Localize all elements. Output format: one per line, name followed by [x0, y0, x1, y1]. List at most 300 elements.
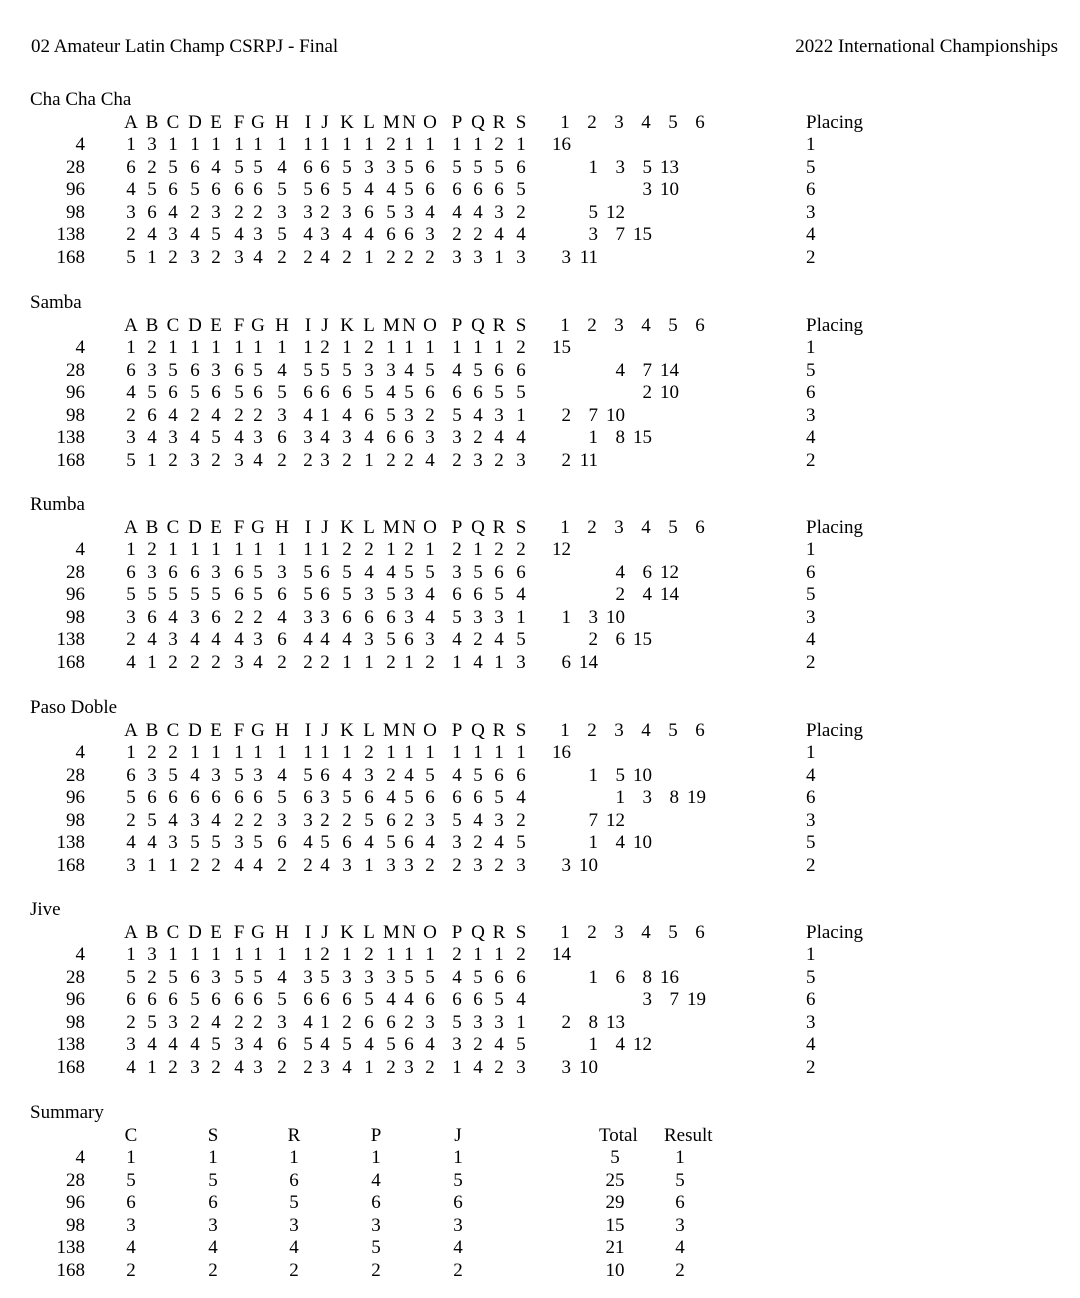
judge-mark: 6 — [516, 359, 526, 381]
judge-mark: 5 — [473, 561, 483, 583]
judge-mark: 1 — [147, 854, 157, 876]
majority-count: 15 — [633, 224, 652, 245]
judge-letter: A — [124, 922, 138, 943]
judge-mark: 4 — [452, 764, 462, 786]
judge-letter: F — [233, 922, 245, 943]
judge-mark: 5 — [364, 809, 374, 831]
judge-mark: 4 — [190, 427, 200, 448]
placing-header: Placing — [806, 315, 863, 336]
judge-mark: 1 — [425, 539, 435, 560]
judge-mark: 5 — [320, 966, 330, 988]
summary-place: 3 — [126, 1214, 136, 1236]
judge-mark: 4 — [386, 561, 396, 583]
judge-letter: N — [402, 922, 416, 943]
result-header: Result — [664, 1125, 713, 1146]
judge-mark: 2 — [473, 427, 483, 448]
judge-letter: I — [304, 112, 312, 133]
judge-mark: 6 — [190, 787, 200, 808]
judge-mark: 6 — [342, 382, 352, 403]
judge-mark: 1 — [190, 134, 200, 155]
competition-title: 2022 International Championships — [795, 36, 1058, 57]
majority-count: 12 — [633, 1034, 652, 1055]
judge-mark: 6 — [404, 629, 414, 650]
judge-mark: 5 — [364, 989, 374, 1010]
judge-mark: 4 — [473, 404, 483, 426]
judge-mark: 3 — [303, 606, 313, 628]
judge-mark: 5 — [404, 156, 414, 178]
couple-number: 4 — [75, 742, 85, 763]
judge-letter: P — [451, 922, 463, 943]
judge-mark: 1 — [147, 449, 157, 471]
judge-mark: 2 — [190, 1011, 200, 1033]
judge-mark: 5 — [364, 382, 374, 403]
judge-mark: 3 — [452, 832, 462, 853]
majority-count: 10 — [579, 854, 598, 876]
judge-mark: 6 — [234, 359, 244, 381]
judge-mark: 2 — [386, 246, 396, 268]
couple-number: 168 — [56, 449, 85, 471]
majority-count: 14 — [660, 584, 679, 605]
judge-letter: J — [321, 517, 329, 538]
judge-mark: 3 — [516, 651, 526, 673]
judge-letter: N — [402, 720, 416, 741]
judge-mark: 6 — [211, 787, 221, 808]
judge-mark: 5 — [126, 787, 136, 808]
judge-mark: 3 — [320, 224, 330, 245]
judge-mark: 4 — [452, 359, 462, 381]
judge-mark: 1 — [277, 742, 287, 763]
judge-mark: 3 — [425, 809, 435, 831]
judge-mark: 6 — [494, 966, 504, 988]
judge-mark: 3 — [364, 584, 374, 605]
judge-mark: 2 — [253, 809, 263, 831]
judge-mark: 2 — [342, 539, 352, 560]
judge-letter: F — [233, 315, 245, 336]
judge-mark: 4 — [234, 854, 244, 876]
dance-title: Samba — [30, 292, 82, 313]
summary-place: 4 — [453, 1237, 463, 1258]
judge-mark: 6 — [147, 404, 157, 426]
judge-mark: 3 — [516, 1056, 526, 1078]
majority-header: 4 — [641, 720, 651, 741]
judge-mark: 5 — [234, 156, 244, 178]
judge-mark: 4 — [425, 1034, 435, 1055]
judge-mark: 5 — [494, 382, 504, 403]
judge-letter: O — [423, 720, 437, 741]
judge-mark: 4 — [126, 651, 136, 673]
judge-mark: 2 — [320, 944, 330, 965]
judge-mark: 2 — [277, 1056, 287, 1078]
judge-mark: 3 — [168, 832, 178, 853]
judge-letter: D — [188, 517, 202, 538]
judge-mark: 5 — [303, 764, 313, 786]
majority-count: 13 — [660, 156, 679, 178]
judge-mark: 2 — [494, 854, 504, 876]
judge-mark: 6 — [168, 787, 178, 808]
result-row — [0, 563, 1080, 585]
judge-mark: 2 — [253, 201, 263, 223]
judge-mark: 6 — [364, 201, 374, 223]
result-row — [0, 248, 1080, 270]
judge-mark: 3 — [147, 764, 157, 786]
judge-letter: I — [304, 517, 312, 538]
judge-mark: 5 — [473, 966, 483, 988]
dance-placing: 2 — [806, 854, 816, 876]
dance-title: Rumba — [30, 494, 85, 515]
majority-count: 1 — [588, 1034, 598, 1055]
judge-mark: 1 — [473, 742, 483, 763]
judge-mark: 2 — [452, 449, 462, 471]
judge-mark: 1 — [452, 651, 462, 673]
judge-mark: 4 — [147, 832, 157, 853]
dance-title: Jive — [30, 899, 61, 920]
judge-mark: 2 — [516, 539, 526, 560]
judge-letter: S — [515, 720, 527, 741]
judge-mark: 6 — [303, 382, 313, 403]
judge-mark: 5 — [342, 1034, 352, 1055]
judge-mark: 3 — [126, 427, 136, 448]
judge-mark: 5 — [147, 584, 157, 605]
placing-header: Placing — [806, 112, 863, 133]
majority-count: 10 — [606, 404, 625, 426]
judge-mark: 4 — [190, 629, 200, 650]
judge-mark: 1 — [234, 337, 244, 358]
judge-mark: 5 — [147, 809, 157, 831]
couple-number: 96 — [66, 989, 85, 1010]
judge-mark: 4 — [320, 629, 330, 650]
judge-mark: 3 — [211, 561, 221, 583]
summary-place: 4 — [208, 1237, 218, 1258]
judge-mark: 5 — [253, 966, 263, 988]
judge-mark: 3 — [473, 1011, 483, 1033]
summary-total: 25 — [605, 1169, 625, 1191]
majority-header: 3 — [614, 517, 624, 538]
judge-mark: 5 — [190, 382, 200, 403]
judge-letter: F — [233, 517, 245, 538]
dance-placing: 4 — [806, 1034, 816, 1055]
judge-mark: 3 — [473, 246, 483, 268]
judge-letter: B — [145, 922, 159, 943]
judge-mark: 3 — [190, 246, 200, 268]
judge-mark: 6 — [147, 989, 157, 1010]
summary-result: 3 — [675, 1214, 685, 1236]
judge-mark: 3 — [211, 764, 221, 786]
judge-mark: 4 — [147, 427, 157, 448]
judge-mark: 4 — [473, 201, 483, 223]
judge-mark: 1 — [494, 337, 504, 358]
judge-mark: 4 — [126, 832, 136, 853]
judge-letter: S — [515, 315, 527, 336]
judge-mark: 6 — [494, 359, 504, 381]
judge-mark: 4 — [364, 427, 374, 448]
majority-count: 8 — [669, 787, 679, 808]
judge-mark: 3 — [320, 606, 330, 628]
summary-total: 15 — [605, 1214, 625, 1236]
judge-mark: 1 — [277, 337, 287, 358]
judge-mark: 6 — [404, 427, 414, 448]
judge-letter: A — [124, 517, 138, 538]
judge-mark: 2 — [342, 1011, 352, 1033]
event-title: 02 Amateur Latin Champ CSRPJ - Final — [31, 36, 339, 57]
judge-mark: 5 — [168, 156, 178, 178]
judge-mark: 4 — [234, 629, 244, 650]
summary-total: 10 — [605, 1259, 625, 1281]
judge-mark: 2 — [253, 606, 263, 628]
majority-count: 4 — [615, 359, 625, 381]
judge-letter: Q — [471, 112, 485, 133]
majority-count: 14 — [579, 651, 598, 673]
summary-place: 2 — [289, 1259, 299, 1281]
judge-mark: 1 — [425, 134, 435, 155]
judge-mark: 4 — [386, 179, 396, 200]
judge-mark: 1 — [473, 134, 483, 155]
judge-mark: 1 — [342, 134, 352, 155]
judge-letter: R — [492, 315, 506, 336]
judge-mark: 1 — [516, 606, 526, 628]
judge-mark: 6 — [168, 179, 178, 200]
couple-number: 28 — [66, 966, 85, 988]
majority-count: 6 — [642, 561, 652, 583]
judge-mark: 6 — [277, 584, 287, 605]
judge-mark: 6 — [320, 584, 330, 605]
judge-mark: 1 — [516, 742, 526, 763]
judge-mark: 5 — [473, 764, 483, 786]
majority-count: 3 — [561, 246, 571, 268]
judge-mark: 1 — [211, 944, 221, 965]
majority-count: 10 — [633, 764, 652, 786]
judge-mark: 1 — [303, 134, 313, 155]
judge-mark: 5 — [516, 629, 526, 650]
judge-mark: 5 — [404, 561, 414, 583]
judge-mark: 3 — [277, 561, 287, 583]
judge-mark: 3 — [364, 359, 374, 381]
judge-mark: 2 — [303, 1056, 313, 1078]
judge-mark: 6 — [386, 606, 396, 628]
majority-header: 4 — [641, 922, 651, 943]
judge-mark: 1 — [386, 742, 396, 763]
judge-mark: 4 — [253, 1034, 263, 1055]
judge-mark: 2 — [364, 742, 374, 763]
judge-mark: 5 — [386, 201, 396, 223]
majority-count: 3 — [561, 854, 571, 876]
judge-letter: C — [166, 720, 180, 741]
judge-mark: 1 — [320, 742, 330, 763]
judge-letter: H — [275, 315, 289, 336]
summary-row — [0, 1148, 1080, 1170]
couple-number: 96 — [66, 382, 85, 403]
summary-place: 2 — [453, 1259, 463, 1281]
judge-mark: 2 — [168, 449, 178, 471]
summary-total: 21 — [605, 1237, 625, 1258]
result-row — [0, 1013, 1080, 1035]
judge-mark: 3 — [342, 854, 352, 876]
majority-header: 6 — [695, 922, 705, 943]
judge-mark: 1 — [404, 134, 414, 155]
judge-mark: 4 — [253, 246, 263, 268]
judge-letter: J — [321, 720, 329, 741]
judge-mark: 1 — [277, 539, 287, 560]
judge-mark: 6 — [320, 179, 330, 200]
judge-mark: 3 — [342, 201, 352, 223]
majority-count: 4 — [615, 561, 625, 583]
judge-mark: 4 — [494, 224, 504, 245]
judge-mark: 6 — [190, 561, 200, 583]
judge-mark: 1 — [364, 651, 374, 673]
summary-place: 2 — [371, 1259, 381, 1281]
judge-mark: 3 — [126, 854, 136, 876]
dance-placing: 5 — [806, 966, 816, 988]
judge-mark: 1 — [364, 854, 374, 876]
judge-mark: 1 — [234, 539, 244, 560]
judge-mark: 4 — [425, 201, 435, 223]
majority-header: 2 — [587, 315, 597, 336]
couple-number: 168 — [56, 1056, 85, 1078]
judge-mark: 5 — [320, 832, 330, 853]
judge-mark: 3 — [404, 584, 414, 605]
judge-mark: 2 — [452, 224, 462, 245]
majority-count: 10 — [579, 1056, 598, 1078]
judge-mark: 5 — [386, 584, 396, 605]
judge-letter: Q — [471, 720, 485, 741]
judge-mark: 2 — [277, 651, 287, 673]
judge-mark: 3 — [342, 427, 352, 448]
judge-mark: 1 — [386, 337, 396, 358]
judge-mark: 1 — [386, 539, 396, 560]
judge-mark: 1 — [126, 539, 136, 560]
judge-mark: 6 — [364, 404, 374, 426]
judge-letter: E — [210, 517, 222, 538]
judge-mark: 4 — [147, 629, 157, 650]
majority-header: 5 — [668, 112, 678, 133]
judge-mark: 2 — [168, 1056, 178, 1078]
judge-letter: A — [124, 112, 138, 133]
judge-mark: 6 — [168, 382, 178, 403]
judge-mark: 6 — [277, 832, 287, 853]
judge-mark: 5 — [494, 584, 504, 605]
dance-header-row — [0, 518, 1080, 540]
majority-count: 16 — [552, 742, 571, 763]
judge-mark: 3 — [253, 427, 263, 448]
couple-number: 96 — [66, 787, 85, 808]
summary-place: 5 — [126, 1169, 136, 1191]
judge-mark: 2 — [473, 224, 483, 245]
result-row — [0, 968, 1080, 990]
judge-mark: 4 — [473, 651, 483, 673]
majority-header: 3 — [614, 922, 624, 943]
couple-number: 98 — [66, 1011, 85, 1033]
judge-mark: 5 — [473, 156, 483, 178]
judge-mark: 4 — [494, 629, 504, 650]
judge-mark: 4 — [342, 1056, 352, 1078]
judge-mark: 5 — [386, 832, 396, 853]
majority-count: 1 — [615, 787, 625, 808]
dance-title: Paso Doble — [30, 697, 118, 718]
judge-mark: 5 — [342, 787, 352, 808]
judge-mark: 2 — [303, 854, 313, 876]
judge-mark: 6 — [386, 809, 396, 831]
judge-letter: E — [210, 112, 222, 133]
judge-mark: 3 — [342, 966, 352, 988]
judge-mark: 4 — [211, 629, 221, 650]
judge-mark: 6 — [404, 832, 414, 853]
couple-number: 98 — [66, 1214, 85, 1236]
judge-mark: 3 — [303, 809, 313, 831]
judge-mark: 1 — [211, 134, 221, 155]
judge-mark: 1 — [277, 134, 287, 155]
judge-mark: 4 — [320, 854, 330, 876]
judge-letter: C — [166, 315, 180, 336]
dance-placing: 6 — [806, 382, 816, 403]
judge-mark: 6 — [211, 179, 221, 200]
couple-number: 28 — [66, 764, 85, 786]
judge-mark: 5 — [516, 382, 526, 403]
judge-mark: 1 — [342, 742, 352, 763]
judge-mark: 1 — [234, 944, 244, 965]
judge-letter: F — [233, 720, 245, 741]
majority-header: 1 — [560, 112, 570, 133]
judge-mark: 5 — [277, 989, 287, 1010]
judge-mark: 4 — [320, 1034, 330, 1055]
judge-mark: 5 — [516, 832, 526, 853]
judge-mark: 5 — [386, 629, 396, 650]
judge-mark: 1 — [168, 134, 178, 155]
judge-mark: 2 — [494, 449, 504, 471]
judge-letter: K — [340, 922, 354, 943]
result-row — [0, 540, 1080, 562]
summary-place: 3 — [208, 1214, 218, 1236]
judge-mark: 2 — [234, 606, 244, 628]
judge-mark: 4 — [168, 606, 178, 628]
judge-mark: 2 — [303, 449, 313, 471]
dance-placing: 2 — [806, 1056, 816, 1078]
judge-mark: 1 — [452, 1056, 462, 1078]
judge-mark: 4 — [342, 764, 352, 786]
judge-mark: 3 — [211, 359, 221, 381]
judge-mark: 5 — [253, 561, 263, 583]
judge-mark: 1 — [190, 944, 200, 965]
judge-mark: 6 — [516, 561, 526, 583]
judge-mark: 2 — [425, 651, 435, 673]
judge-mark: 5 — [147, 179, 157, 200]
judge-mark: 6 — [494, 561, 504, 583]
judge-mark: 4 — [211, 1011, 221, 1033]
couple-number: 28 — [66, 359, 85, 381]
majority-header: 1 — [560, 315, 570, 336]
majority-header: 1 — [560, 720, 570, 741]
summary-row — [0, 1171, 1080, 1193]
couple-number: 96 — [66, 584, 85, 605]
judge-mark: 6 — [147, 787, 157, 808]
judge-mark: 6 — [342, 832, 352, 853]
judge-mark: 2 — [320, 809, 330, 831]
judge-mark: 3 — [234, 246, 244, 268]
judge-mark: 1 — [190, 337, 200, 358]
judge-mark: 5 — [404, 787, 414, 808]
couple-number: 138 — [56, 1034, 85, 1055]
majority-count: 1 — [588, 427, 598, 448]
judge-mark: 6 — [253, 787, 263, 808]
summary-place: 6 — [126, 1192, 136, 1213]
judge-mark: 5 — [168, 359, 178, 381]
judge-mark: 5 — [425, 359, 435, 381]
summary-row — [0, 1261, 1080, 1283]
judge-mark: 2 — [320, 201, 330, 223]
judge-mark: 2 — [168, 246, 178, 268]
majority-count: 15 — [633, 629, 652, 650]
judge-mark: 5 — [147, 382, 157, 403]
judge-mark: 5 — [452, 156, 462, 178]
judge-mark: 2 — [126, 629, 136, 650]
